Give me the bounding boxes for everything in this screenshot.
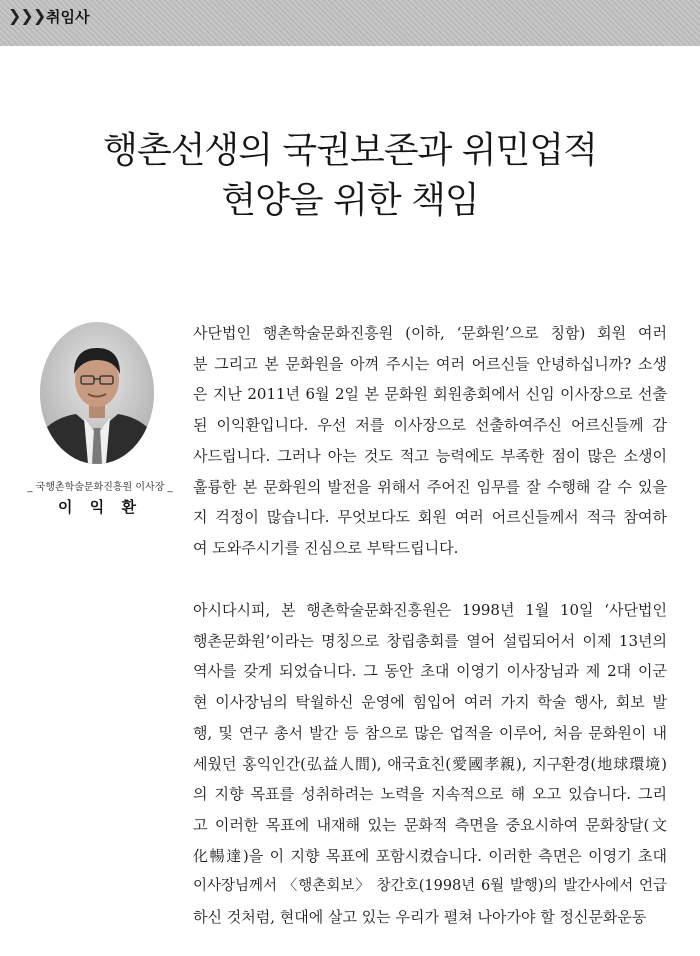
text-line: 化暢達)을 이 지향 목표에 포함시켰습니다. 이러한 측면은 이영기 초대 [193,846,667,865]
text-line: 여 도와주시기를 진심으로 부탁드립니다. [193,538,459,557]
text-line: 역사를 갖게 되었습니다. 그 동안 초대 이영기 이사장님과 제 2대 이군 [193,662,667,681]
text-line: 된 이익환입니다. 우선 저를 이사장으로 선출하여주신 어르신들께 감 [193,416,667,435]
portrait-image [40,322,154,464]
text-line: 사단법인 행촌학술문화진흥원 (이하, ‘문화원’으로 칭함) 회원 여러 [193,324,667,342]
paragraph-2 [193,595,667,933]
article-title [0,126,700,226]
text-line: 하신 것처럼, 현대에 살고 있는 우리가 펼쳐 나아가야 할 정신문화운동 [193,908,647,927]
text-line: 지 걱정이 많습니다. 무엇보다도 회원 여러 어르신들께서 적극 참여하 [193,508,667,527]
text-line: 분 그리고 본 문화원을 아껴 주시는 여러 어르신들 안녕하십니까? 소생 [193,354,667,373]
section-label: 취임사 [46,8,90,26]
text-line: 은 지난 2011년 6월 2일 본 문화원 회원총회에서 신임 이사장으로 선출 [193,385,667,404]
text-line: 세웠던 홍익인간(弘益人間), 애국효친(愛國孝親), 지구환경(地球環境) [193,754,667,773]
title-line-2: 현양을 위한 책임 [221,180,479,221]
author-name: 이 익 환 [58,498,142,516]
text-line: 이사장님께서 〈행촌회보〉 창간호(1998년 6월 발행)의 발간사에서 언급 [193,878,667,895]
paragraph-1 [193,318,667,564]
title-line-1: 행촌선생의 국권보존과 위민업적 [103,130,597,171]
text-line: 아시다시피, 본 행촌학술문화진흥원은 1998년 1월 10일 ‘사단법인 [193,601,667,619]
author-org-caption: _ 국행촌학술문화진흥원 이사장 _ [27,482,173,493]
author-portrait [40,322,154,464]
text-line: 의 지향 목표를 성취하려는 노력을 지속적으로 해 오고 있습니다. 그리 [193,785,667,804]
text-line: 고 이러한 목표에 내재해 있는 문화적 측면을 중요시하여 문화창달(文 [193,815,667,834]
text-line: 훌륭한 본 문화원의 발전을 위해서 주어진 임무를 잘 수행해 갈 수 있을 [193,477,667,496]
section-header-band [0,0,700,46]
text-line: 행촌문화원’이라는 명칭으로 창립총회를 열어 설립되어서 이제 13년의 [193,631,667,650]
text-line: 현 이사장님의 탁월하신 운영에 힘입어 여러 가지 학술 행사, 회보 발 [193,693,667,712]
text-line: 사드립니다. 그러나 아는 것도 적고 능력에도 부족한 점이 많은 소생이 [193,446,667,465]
chevron-right-icon: ❯❯❯ [8,6,46,25]
text-line: 행, 및 연구 총서 발간 등 참으로 많은 업적을 이루어, 처음 문화원이 내 [193,723,667,742]
